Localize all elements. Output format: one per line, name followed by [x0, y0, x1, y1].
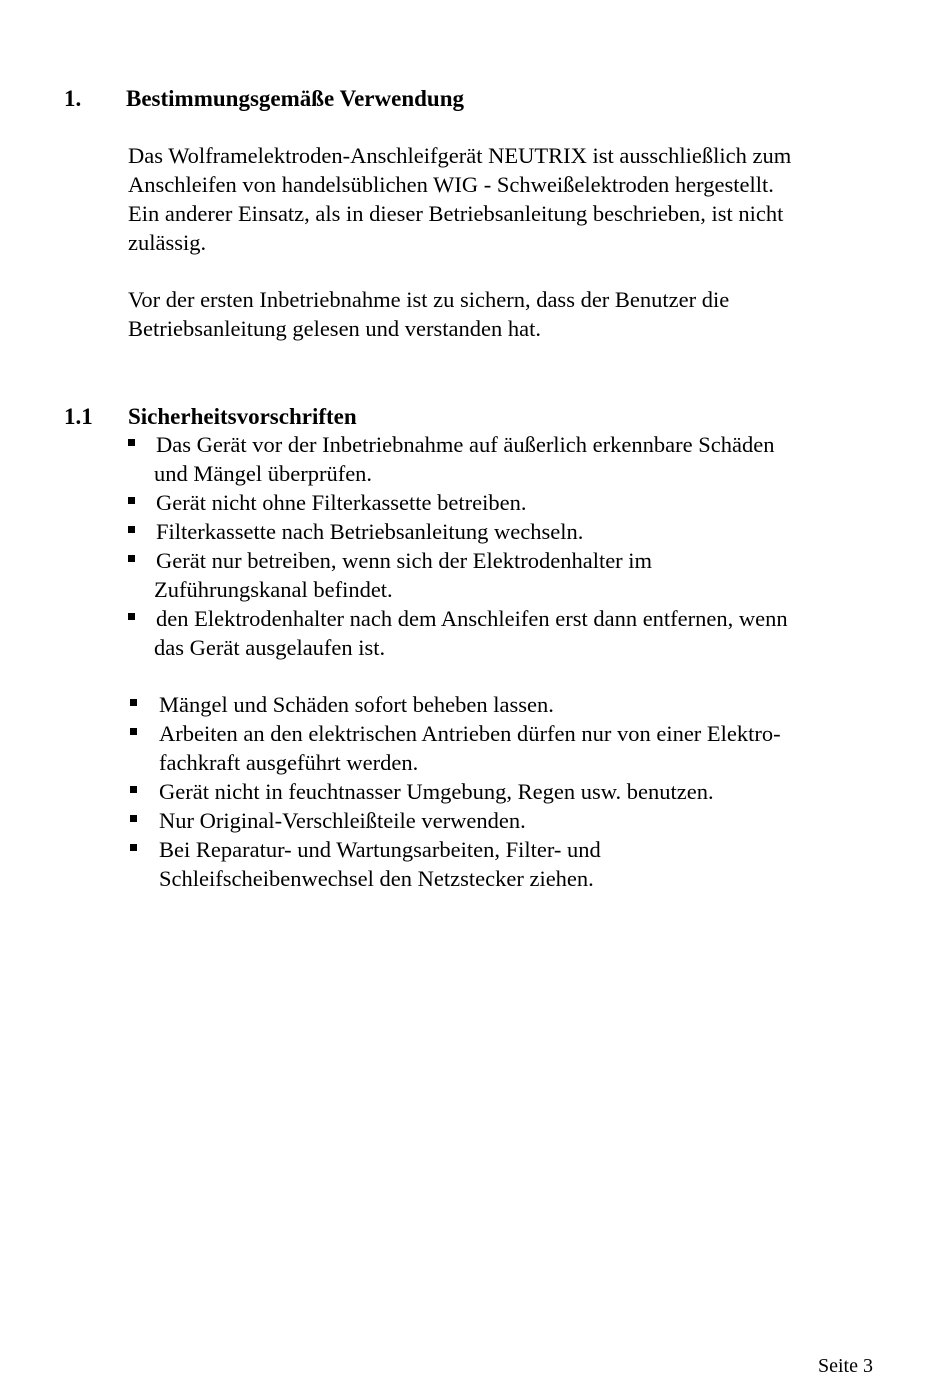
list-item — [128, 517, 908, 546]
list-item — [130, 719, 910, 777]
section-1-paragraph-1 — [128, 141, 888, 257]
bullet-line: Gerät nicht in feuchtnasser Umgebung, Regen usw. benutzen. — [159, 779, 714, 804]
list-item — [130, 835, 910, 893]
paragraph-line: zulässig. — [128, 230, 207, 255]
bullet-line: Arbeiten an den elektrischen Antrieben dürfen nur von einer Elektro- — [159, 721, 781, 746]
list-item — [130, 690, 910, 719]
list-item — [128, 604, 908, 662]
section-1-number: 1. — [64, 86, 82, 111]
bullet-square-icon — [130, 699, 137, 706]
paragraph-line: Anschleifen von handelsüblichen WIG - Schweißelektroden hergestellt. — [128, 172, 774, 197]
bullet-line: den Elektrodenhalter nach dem Anschleifen erst dann entfernen, wenn — [156, 606, 788, 631]
bullet-square-icon — [128, 497, 135, 504]
paragraph-line: Betriebsanleitung gelesen und verstanden hat. — [128, 316, 541, 341]
bullet-line: Das Gerät vor der Inbetriebnahme auf äußerlich erkennbare Schäden — [156, 432, 775, 457]
list-item — [128, 488, 908, 517]
bullet-square-icon — [130, 844, 137, 851]
page-number: Seite 3 — [818, 1355, 873, 1377]
bullet-line: Zuführungskanal befindet. — [154, 577, 393, 602]
paragraph-line: Vor der ersten Inbetriebnahme ist zu sichern, dass der Benutzer die — [128, 287, 730, 312]
bullet-square-icon — [128, 613, 135, 620]
list-item — [130, 777, 910, 806]
bullet-line: Filterkassette nach Betriebsanleitung wechseln. — [156, 519, 584, 544]
list-item — [130, 806, 910, 835]
bullet-line: und Mängel überprüfen. — [154, 461, 373, 486]
list-item — [128, 546, 908, 604]
bullet-square-icon — [128, 526, 135, 533]
bullet-line: fachkraft ausgeführt werden. — [159, 750, 419, 775]
safety-bullet-list-1 — [128, 430, 908, 662]
bullet-square-icon — [128, 555, 135, 562]
bullet-line: Schleifscheibenwechsel den Netzstecker ziehen. — [159, 866, 594, 891]
section-1-paragraph-2 — [128, 285, 888, 343]
paragraph-line: Das Wolframelektroden-Anschleifgerät NEUTRIX ist ausschließlich zum — [128, 143, 792, 168]
list-item — [128, 430, 908, 488]
bullet-line: Gerät nur betreiben, wenn sich der Elektrodenhalter im — [156, 548, 653, 573]
bullet-square-icon — [130, 815, 137, 822]
paragraph-line: Ein anderer Einsatz, als in dieser Betriebsanleitung beschrieben, ist nicht — [128, 201, 784, 226]
bullet-line: Gerät nicht ohne Filterkassette betreiben. — [156, 490, 527, 515]
bullet-line: Nur Original-Verschleißteile verwenden. — [159, 808, 526, 833]
section-1-1-title: Sicherheitsvorschriften — [128, 404, 357, 429]
bullet-line: das Gerät ausgelaufen ist. — [154, 635, 386, 660]
section-1-title: Bestimmungsgemäße Verwendung — [126, 86, 465, 111]
safety-bullet-list-2 — [130, 690, 910, 893]
bullet-square-icon — [130, 786, 137, 793]
bullet-line: Bei Reparatur- und Wartungsarbeiten, Filter- und — [159, 837, 601, 862]
bullet-square-icon — [128, 439, 135, 446]
bullet-square-icon — [130, 728, 137, 735]
bullet-line: Mängel und Schäden sofort beheben lassen. — [159, 692, 554, 717]
section-1-1-number: 1.1 — [64, 404, 93, 429]
